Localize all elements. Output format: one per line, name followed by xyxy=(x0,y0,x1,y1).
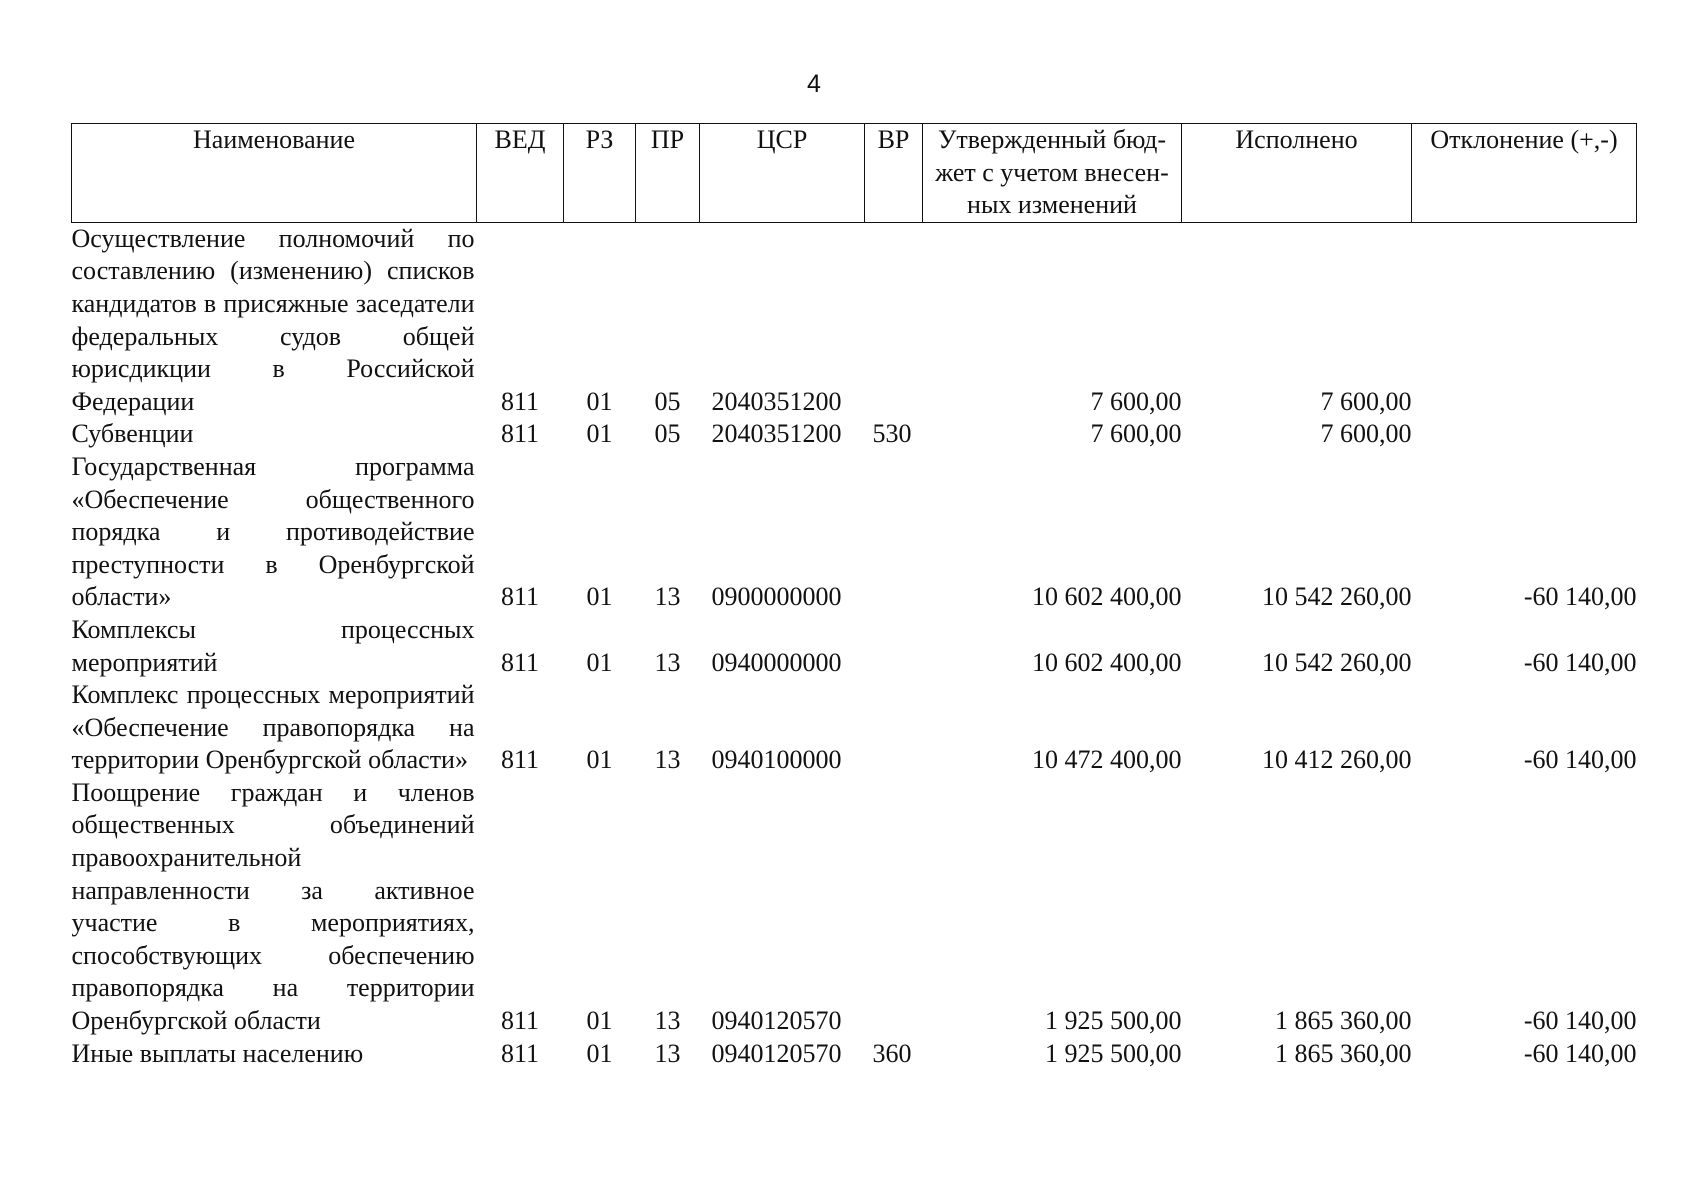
header-rz: РЗ xyxy=(564,124,636,223)
cell-name: Поощрение граждан и членов общественных объединений правоохранительной направленности за активное участие в мероприятиях, способствующих обеспечению правопорядка на территории Оренбургской области xyxy=(71,777,475,1036)
cell-ved: 811 xyxy=(500,419,540,449)
cell-executed: 1 865 360,00 xyxy=(1275,1006,1412,1036)
cell-vr: 360 xyxy=(872,1038,912,1068)
page-number: 4 xyxy=(807,70,821,98)
header-approved-budget: Утвержденный бюд-жет с учетом внесен-ных изменений xyxy=(923,124,1182,223)
header-csr: ЦСР xyxy=(700,124,865,223)
cell-pr: 13 xyxy=(654,745,681,775)
cell-deviation: -60 140,00 xyxy=(1523,745,1637,775)
header-ved: ВЕД xyxy=(477,124,564,223)
cell-csr: 0940100000 xyxy=(711,745,842,775)
cell-ved: 811 xyxy=(500,1006,540,1036)
header-executed: Исполнено xyxy=(1182,124,1412,223)
cell-rz: 01 xyxy=(586,745,613,775)
table-row xyxy=(72,614,1637,679)
cell-approved: 1 925 500,00 xyxy=(1045,1006,1182,1036)
cell-ved: 811 xyxy=(500,582,540,612)
cell-csr: 0940000000 xyxy=(711,647,842,677)
cell-name: Осуществление полномочий по составлению (изменению) списков кандидатов в присяжные заседатели федеральных судов общей юрисдикции в Российской Федерации xyxy=(71,223,475,416)
table-row xyxy=(72,418,1637,451)
cell-ved: 811 xyxy=(500,1038,540,1068)
table-row xyxy=(72,222,1637,418)
cell-approved: 7 600,00 xyxy=(1090,386,1182,416)
table-row xyxy=(72,679,1637,777)
cell-csr: 2040351200 xyxy=(711,386,842,416)
cell-rz: 01 xyxy=(586,1038,613,1068)
cell-name: Комплекс процессных мероприятий «Обеспечение правопорядка на территории Оренбургской области» xyxy=(71,680,475,775)
cell-approved: 10 602 400,00 xyxy=(1032,582,1182,612)
cell-csr: 0940120570 xyxy=(711,1006,842,1036)
header-deviation: Отклонение (+,-) xyxy=(1412,124,1637,223)
cell-rz: 01 xyxy=(586,386,613,416)
header-pr: ПР xyxy=(636,124,700,223)
cell-deviation xyxy=(1412,222,1637,418)
cell-executed: 10 542 260,00 xyxy=(1262,582,1412,612)
cell-ved: 811 xyxy=(500,647,540,677)
cell-vr: 530 xyxy=(872,419,912,449)
cell-vr xyxy=(865,679,923,777)
cell-name: Комплексы процессных мероприятий xyxy=(71,614,475,677)
budget-table xyxy=(71,123,1637,1070)
cell-executed: 10 412 260,00 xyxy=(1262,745,1412,775)
cell-approved: 10 472 400,00 xyxy=(1032,745,1182,775)
cell-executed: 10 542 260,00 xyxy=(1262,647,1412,677)
cell-pr: 05 xyxy=(654,386,681,416)
cell-vr xyxy=(865,222,923,418)
header-vr: ВР xyxy=(865,124,923,223)
cell-pr: 13 xyxy=(654,647,681,677)
cell-approved: 10 602 400,00 xyxy=(1032,647,1182,677)
cell-rz: 01 xyxy=(586,647,613,677)
cell-pr: 13 xyxy=(654,1038,681,1068)
cell-executed: 7 600,00 xyxy=(1320,386,1412,416)
cell-approved: 1 925 500,00 xyxy=(1045,1038,1182,1068)
cell-executed: 7 600,00 xyxy=(1320,419,1412,449)
cell-name: Иные выплаты населению xyxy=(71,1038,364,1068)
header-name: Наименование xyxy=(72,124,477,223)
cell-pr: 13 xyxy=(654,582,681,612)
cell-csr: 2040351200 xyxy=(711,419,842,449)
table-row xyxy=(72,777,1637,1038)
cell-vr xyxy=(865,777,923,1038)
cell-vr xyxy=(865,614,923,679)
cell-ved: 811 xyxy=(500,386,540,416)
cell-rz: 01 xyxy=(586,419,613,449)
cell-pr: 13 xyxy=(654,1006,681,1036)
cell-csr: 0900000000 xyxy=(711,582,842,612)
cell-rz: 01 xyxy=(586,1006,613,1036)
table-row xyxy=(72,451,1637,614)
cell-deviation: -60 140,00 xyxy=(1523,647,1637,677)
cell-approved: 7 600,00 xyxy=(1090,419,1182,449)
cell-name: Субвенции xyxy=(71,419,194,449)
cell-deviation: -60 140,00 xyxy=(1523,582,1637,612)
cell-deviation xyxy=(1412,418,1637,451)
cell-executed: 1 865 360,00 xyxy=(1275,1038,1412,1068)
cell-deviation: -60 140,00 xyxy=(1523,1038,1637,1068)
cell-name: Государственная программа «Обеспечение общественного порядка и противодействие преступности в Оренбургской области» xyxy=(71,451,475,612)
cell-vr xyxy=(865,451,923,614)
table-header-row xyxy=(72,124,1637,223)
cell-pr: 05 xyxy=(654,419,681,449)
cell-rz: 01 xyxy=(586,582,613,612)
cell-ved: 811 xyxy=(500,745,540,775)
cell-deviation: -60 140,00 xyxy=(1523,1006,1637,1036)
table-row xyxy=(72,1038,1637,1071)
cell-csr: 0940120570 xyxy=(711,1038,842,1068)
